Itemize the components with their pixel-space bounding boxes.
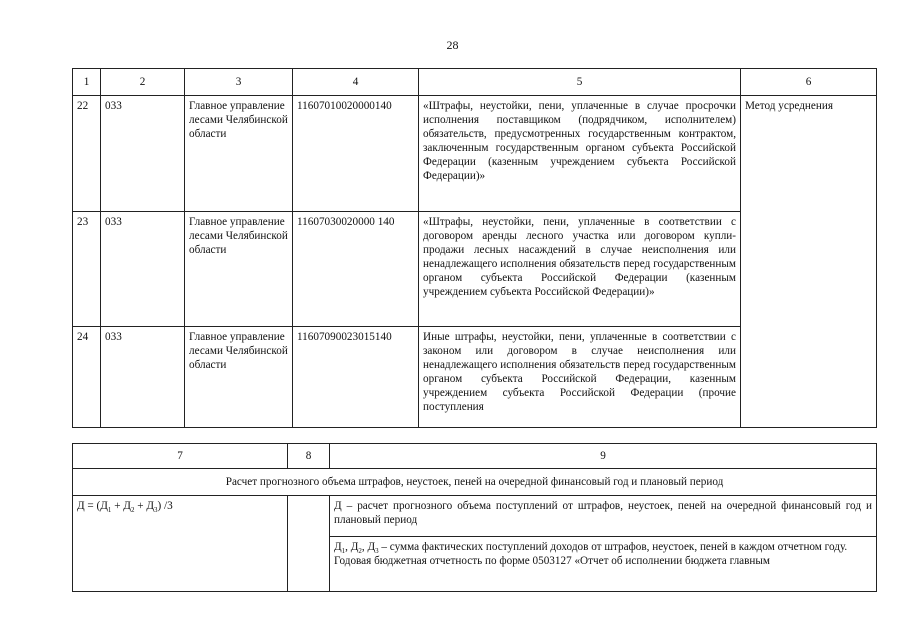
row-number: 23: [73, 212, 101, 327]
kbk-code: 11607010020000140: [293, 96, 419, 212]
admin-name: Главное управление лесами Челябинской области: [185, 327, 293, 428]
row-number: 24: [73, 327, 101, 428]
revenue-name: «Штрафы, неустойки, пени, уплаченные в соответствии с договором аренды лесного участка или договором купли-продажи лесных насаждений в случае неисполнения или ненадлежащего исполнения обязательств перед государственным органом субъекта Российской Федерации (казенным учреждением субъекта Российской Федерации)»: [419, 212, 741, 327]
admin-code: 033: [101, 212, 185, 327]
calc-method: Метод усреднения: [741, 96, 877, 428]
section-title: Расчет прогнозного объема штрафов, неустоек, пеней на очередной финансовый год и плановый период: [73, 469, 877, 496]
header-cell: 1: [73, 69, 101, 96]
admin-name: Главное управление лесами Челябинской области: [185, 212, 293, 327]
components-definition: $Д_1$, $Д_2$, $Д_3$ – сумма фактических поступлений доходов от штрафов, неустоек, пеней в каждом отчетном году.: [334, 541, 848, 556]
header-cell: 9: [330, 444, 877, 469]
page-number: 28: [446, 38, 459, 52]
kbk-code: 11607090023015140: [293, 327, 419, 428]
header-cell: 3: [185, 69, 293, 96]
description-total: Д – расчет прогнозного объема поступлений от штрафов, неустоек, пеней на очередной финансовый год и плановый период: [334, 500, 872, 526]
table-row: [73, 96, 877, 212]
formula: $Д = (Д_1 + Д_2 + Д_3)$ /3: [73, 496, 288, 592]
admin-name: Главное управление лесами Челябинской области: [185, 96, 293, 212]
header-cell: 2: [101, 69, 185, 96]
revenue-sources-table: [72, 68, 877, 428]
table-header-row: [73, 444, 877, 469]
revenue-name: Иные штрафы, неустойки, пени, уплаченные в соответствии с законом или договором в случае неисполнения или ненадлежащего исполнения обязательств перед государственным органом субъекта Российской Федерации, казенным учреждением субъекта Российской Федерации (прочие поступления: [419, 327, 741, 428]
header-cell: 6: [741, 69, 877, 96]
header-cell: 4: [293, 69, 419, 96]
section-title-row: [73, 469, 877, 496]
admin-code: 033: [101, 96, 185, 212]
description-components: [330, 536, 876, 571]
revenue-name: «Штрафы, неустойки, пени, уплаченные в случае просрочки исполнения поставщиком (подрядчиком, исполнителем) обязательств, предусмотренных государственным контрактом, заключенным государственным органом субъекта Российской Федерации (казенным учреждением субъекта Российской Федерации)»: [419, 96, 741, 212]
admin-code: 033: [101, 327, 185, 428]
header-cell: 5: [419, 69, 741, 96]
empty-cell: [288, 496, 330, 592]
calculation-table: [72, 443, 877, 592]
formula-row: [73, 496, 877, 592]
table-header-row: [73, 69, 877, 96]
header-cell: 8: [288, 444, 330, 469]
header-cell: 7: [73, 444, 288, 469]
source-reference: Годовая бюджетная отчетность по форме 0503127 «Отчет об исполнении бюджета главным: [334, 555, 771, 567]
kbk-code: 11607030020000 140: [293, 212, 419, 327]
description-cell: [330, 496, 877, 592]
row-number: 22: [73, 96, 101, 212]
